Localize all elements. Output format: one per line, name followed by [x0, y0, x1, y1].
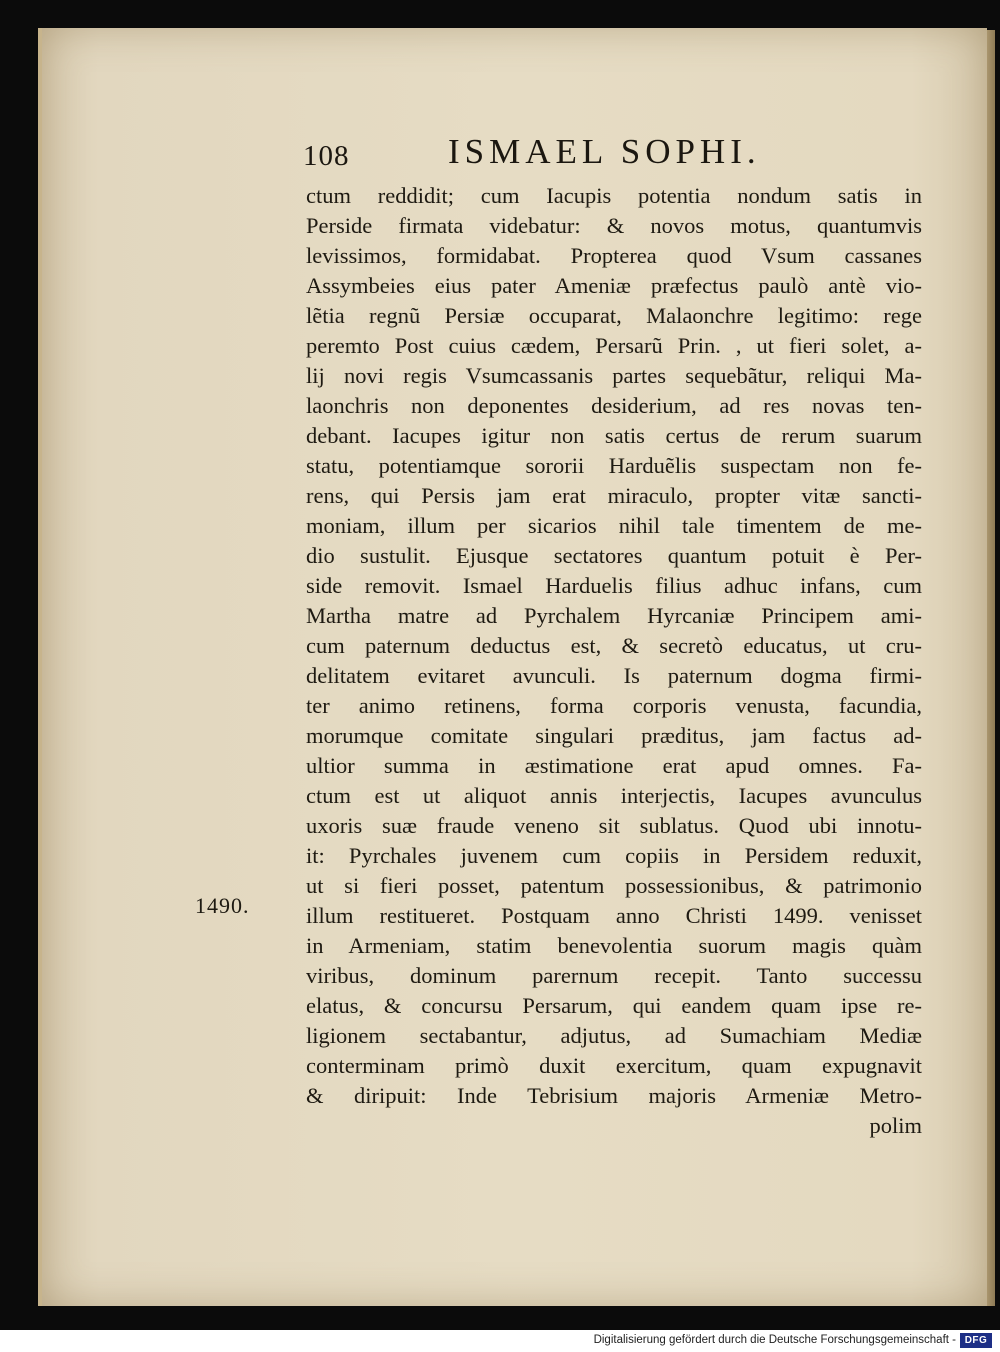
text-line: Perside firmata videbatur: & novos motus, quantumvis — [306, 213, 922, 238]
text-line: peremto Post cuius cædem, Persarũ Prin. , ut fieri solet, a- — [306, 333, 922, 358]
text-line: elatus, & concursu Persarum, qui eandem quam ipse re- — [306, 993, 922, 1018]
text-line: & diripuit: Inde Tebrisium majoris Armeniæ Metro- — [306, 1083, 922, 1108]
page-number: 108 — [303, 140, 350, 172]
text-line: rens, qui Persis jam erat miraculo, propter vitæ sancti- — [306, 483, 922, 508]
text-line: ter animo retinens, forma corporis venusta, facundia, — [306, 693, 922, 718]
text-line: viribus, dominum parernum recepit. Tanto successu — [306, 963, 922, 988]
text-line: morumque comitate singulari præditus, jam factus ad- — [306, 723, 922, 748]
body-text — [306, 181, 922, 1141]
text-line: it: Pyrchales juvenem cum copiis in Persidem reduxit, — [306, 843, 922, 868]
text-line: side removit. Ismael Harduelis filius adhuc infans, cum — [306, 573, 922, 598]
text-line: dio sustulit. Ejusque sectatores quantum potuit è Per- — [306, 543, 922, 568]
text-line: laonchris non deponentes desiderium, ad res novas ten- — [306, 393, 922, 418]
text-line: Assymbeies eius pater Ameniæ præfectus paulò antè vio- — [306, 273, 922, 298]
text-line: conterminam primò duxit exercitum, quam expugnavit — [306, 1053, 922, 1078]
margin-note-year: 1490. — [195, 893, 250, 918]
dfg-logo-icon: DFG — [960, 1333, 992, 1348]
text-line: ut si fieri posset, patentum possessionibus, & patrimonio — [306, 873, 922, 898]
text-line: illum restitueret. Postquam anno Christi 1499. venisset — [306, 903, 922, 928]
text-line: ctum reddidit; cum Iacupis potentia nondum satis in — [306, 183, 922, 208]
text-line: statu, potentiamque sororii Harduẽlis suspectam non fe- — [306, 453, 922, 478]
text-line: lẽtia regnũ Persiæ occuparat, Malaonchre legitimo: rege — [306, 303, 922, 328]
footer-bar — [0, 1330, 1000, 1352]
text-line: levissimos, formidabat. Propterea quod Vsum cassanes — [306, 243, 922, 268]
text-line: ultior summa in æstimatione erat apud omnes. Fa- — [306, 753, 922, 778]
text-line: debant. Iacupes igitur non satis certus de rerum suarum — [306, 423, 922, 448]
running-title: ISMAEL SOPHI. — [448, 132, 761, 171]
text-line: uxoris suæ fraude veneno sit sublatus. Quod ubi innotu- — [306, 813, 922, 838]
text-line: cum paternum deductus est, & secretò educatus, ut cru- — [306, 633, 922, 658]
text-line: in Armeniam, statim benevolentia suorum magis quàm — [306, 933, 922, 958]
text-line: Martha matre ad Pyrchalem Hyrcaniæ Principem ami- — [306, 603, 922, 628]
footer-credit: Digitalisierung gefördert durch die Deutsche Forschungsgemeinschaft - — [593, 1334, 956, 1346]
text-line: ctum est ut aliquot annis interjectis, Iacupes avunculus — [306, 783, 922, 808]
page-header — [303, 132, 803, 176]
text-line: delitatem evitaret avunculi. Is paternum dogma firmi- — [306, 663, 922, 688]
text-line: moniam, illum per sicarios nihil tale timentem de me- — [306, 513, 922, 538]
catchword: polim — [869, 1113, 922, 1138]
text-line: lij novi regis Vsumcassanis partes sequebãtur, reliqui Ma- — [306, 363, 922, 388]
text-line: ligionem sectabantur, adjutus, ad Sumachiam Mediæ — [306, 1023, 922, 1048]
